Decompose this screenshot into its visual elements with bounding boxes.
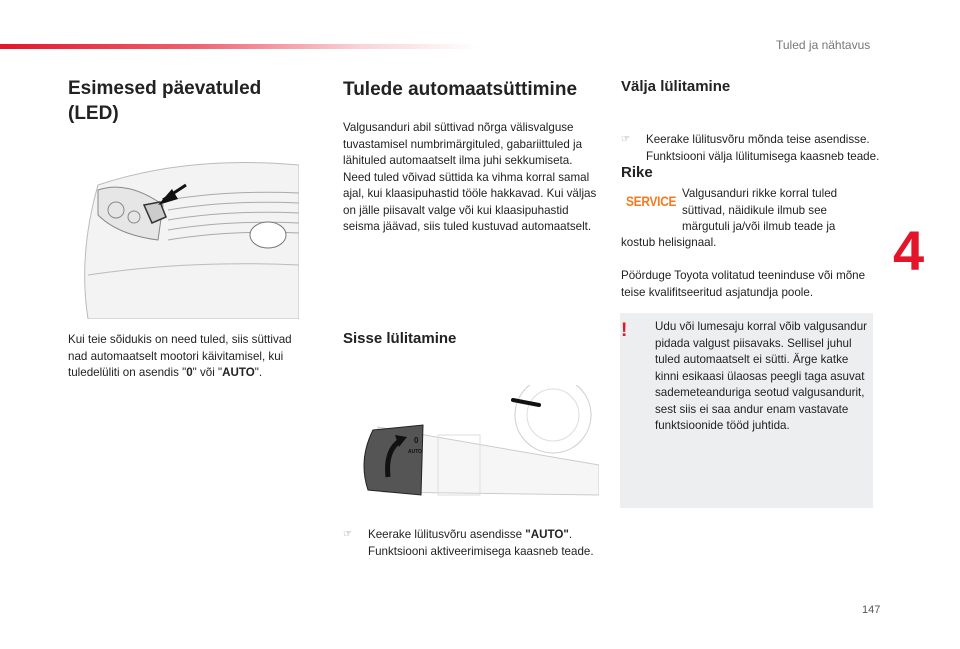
fault-text-cont: kostub helisignaal. — [621, 236, 717, 249]
light-stalk-illustration — [343, 385, 599, 501]
chapter-number: 4 — [893, 219, 925, 282]
section-title: Tuled ja nähtavus — [776, 38, 871, 52]
service-warning-icon: SERVICE — [626, 193, 677, 209]
bullet-text: Keerake lülitusvõru asendisse — [368, 528, 526, 541]
pointing-hand-icon: ☞ — [621, 134, 630, 145]
drl-text-part: Kui teie sõidukis on need tuled, siis süttivad nad automaatselt mootori käivitamisel, kui tuledelüliti on asendis " — [68, 333, 292, 379]
drl-text-part: " või " — [192, 366, 223, 379]
bullet-bold: "AUTO" — [525, 528, 569, 541]
drl-text-part: ". — [254, 366, 263, 379]
position-0: 0 — [186, 366, 193, 379]
position-auto: AUTO — [222, 366, 255, 379]
bullet-text: Keerake lülitusvõru mõnda teise asendisse. Funktsiooni välja lülitumisega kaasneb teade. — [646, 133, 880, 163]
drl-text — [68, 332, 308, 382]
contact-text: Pöörduge Toyota volitatud teeninduse või mõne teise kvalifitseeritud asjatundja poole. — [621, 269, 866, 299]
switch-on-bullet — [343, 527, 618, 560]
page-number: 147 — [862, 604, 881, 616]
drl-title-line1: Esimesed päevatuled — [68, 78, 262, 99]
header-accent-bar — [0, 44, 480, 49]
pointing-hand-icon: ☞ — [343, 529, 352, 540]
switch-on-title: Sisse lülitamine — [343, 330, 457, 347]
fault-title: Rike — [621, 164, 653, 181]
stalk-label-0: 0 — [414, 436, 419, 445]
headlight-illustration — [68, 145, 299, 319]
auto-lights-paragraph: Valgusanduri abil süttivad nõrga välisvalguse tuvastamisel numbrimärgituled, gabariittuled ja lähituled automaatselt ilma juhi sekkumiseta. Need tuled võivad süttida ka vihma korral samal ajal, kui klaasipuhastid tööle hakkavad. Kui väljas on jälle piisavalt valge või kui klaasipuhastid seisma jäävad, siis tuled kustuvad automaatselt. — [343, 121, 597, 233]
exclamation-icon: ! — [621, 320, 628, 341]
bullet-text: . Funktsiooni aktiveerimisega kaasneb teade. — [368, 528, 594, 558]
drl-title-line2: (LED) — [68, 103, 119, 124]
switch-off-title: Välja lülitamine — [621, 78, 731, 95]
fault-text: Valgusanduri rikke korral tuled süttivad, näidikule ilmub see märgutuli ja/või ilmub teade ja — [682, 187, 838, 233]
switch-off-bullet — [621, 132, 901, 165]
stalk-label-auto: AUTO — [408, 449, 423, 455]
drl-title — [68, 76, 261, 126]
auto-lights-title: Tulede automaatsüttimine — [343, 79, 578, 100]
warning-text: Udu või lumesaju korral võib valgusandur pidada valgust piisavaks. Sellisel juhul tuled automaatselt ei sütti. Ärge katke kinni esikaasi ülaosas peegli taga asuvat sademeteanduriga seotud valgusandurit, sest siis ei saa andur enam vastavate funktsioonide tööd juhtida. — [655, 320, 868, 432]
